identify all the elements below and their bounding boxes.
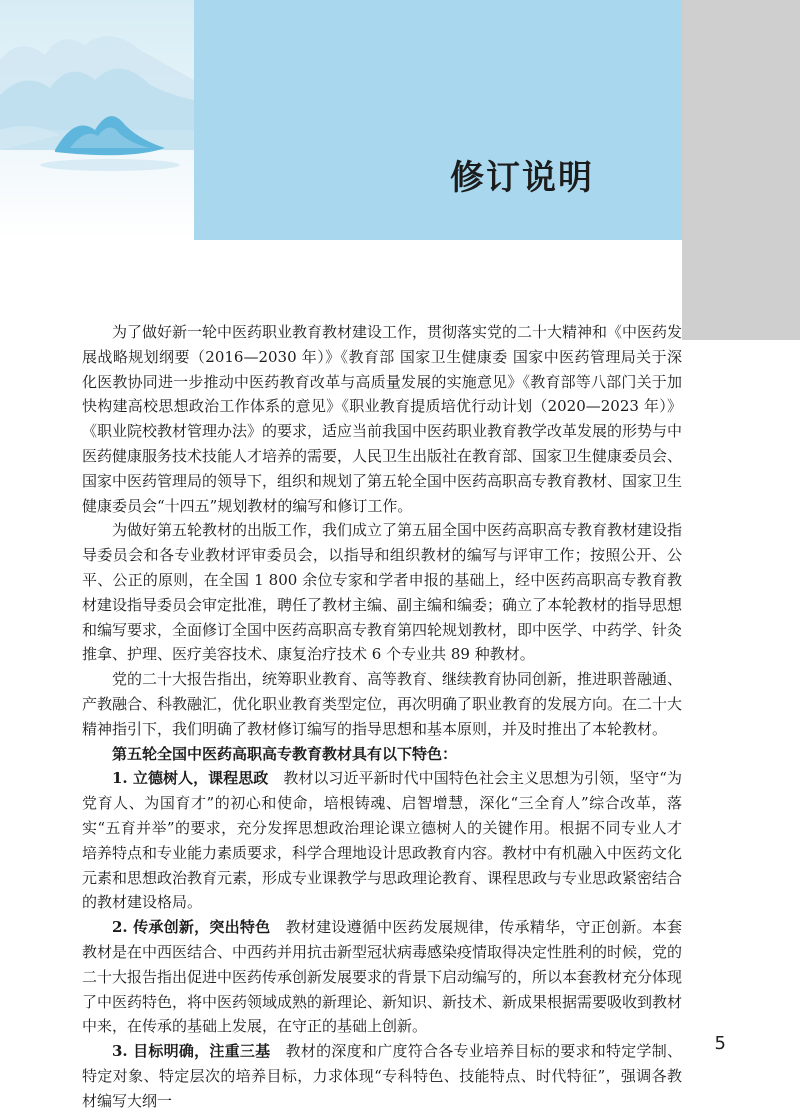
feature-heading: 2. 传承创新，突出特色	[112, 918, 271, 937]
title-banner	[194, 0, 682, 240]
mountain-landscape-icon	[0, 0, 194, 240]
feature-text: 教材以习近平新时代中国特色社会主义思想为引领，坚守“为党育人、为国育才”的初心和使命，培根铸魂、启智增慧，深化“三全育人”综合改革，落实“五育并举”的要求，充分发挥思想政治理论课立德树人的关键作用。根据不同专业人才培养特点和专业能力素质要求，科学合理地设计思政教育内容。教材中有机融入中医药文化元素和思想政治教育元素，形成专业课教学与思政理论教育、课程思政与专业思政紧密结合的教材建设格局。	[82, 769, 683, 912]
feature-item	[82, 766, 682, 915]
body-text	[82, 320, 682, 1114]
page-number: 5	[714, 1033, 726, 1054]
paragraph: 为做好第五轮教材的出版工作，我们成立了第五届全国中医药高职高专教育教材建设指导委员会和各专业教材评审委员会，以指导和组织教材的编写与评审工作；按照公开、公平、公正的原则，在全国 1 800 余位专家和学者申报的基础上，经中医药高职高专教育教材建设指导委员会审定批准，聘任了教材主编、副主编和编委；确立了本轮教材的指导思想和编写要求，全面修订全国中医药高职高专教育第四轮规划教材，即中医学、中药学、针灸推拿、护理、医疗美容技术、康复治疗技术 6 个专业共 89 种教材。	[82, 521, 683, 664]
feature-heading: 3. 目标明确，注重三基	[112, 1042, 271, 1061]
paragraph: 为了做好新一轮中医药职业教育教材建设工作，贯彻落实党的二十大精神和《中医药发展战略规划纲要（2016—2030 年）》《教育部 国家卫生健康委 国家中医药管理局关于深化医教协同进一步推动中医药教育改革与高质量发展的实施意见》《教育部等八部门关于加快构建高校思想政治工作体系的意见》《职业教育提质培优行动计划（2020—2023 年）》《职业院校教材管理办法》的要求，适应当前我国中医药职业教育教学改革发展的形势与中医药健康服务技术技能人才培养的需要，人民卫生出版社在教育部、国家卫生健康委员会、国家中医药管理局的领导下，组织和规划了第五轮全国中医药高职高专教育教材、国家卫生健康委员会“十四五”规划教材的编写和修订工作。	[82, 323, 683, 515]
decorative-gray-block	[682, 0, 800, 340]
features-heading: 第五轮全国中医药高职高专教育教材具有以下特色：	[112, 744, 458, 763]
feature-item	[82, 915, 682, 1039]
paragraph: 党的二十大报告指出，统筹职业教育、高等教育、继续教育协同创新，推进职普融通、产教融合、科教融汇，优化职业教育类型定位，再次明确了职业教育的发展方向。在二十大精神指引下，我们明确了教材修订编写的指导思想和基本原则，并及时推出了本轮教材。	[82, 670, 683, 738]
feature-item	[82, 1039, 682, 1113]
feature-text: 教材建设遵循中医药发展规律，传承精华，守正创新。本套教材是在中西医结合、中西药并用抗击新型冠状病毒感染疫情取得决定性胜利的时候，党的二十大报告指出促进中医药传承创新发展要求的背景下启动编写的，所以本套教材充分体现了中医药特色，将中医药领域成熟的新理论、新知识、新技术、新成果根据需要吸收到教材中来，在传承的基础上发展，在守正的基础上创新。	[82, 918, 683, 1036]
feature-heading: 1. 立德树人，课程思政	[112, 769, 269, 788]
page-title: 修订说明	[450, 158, 594, 198]
feature-text: 教材的深度和广度符合各专业培养目标的要求和特定学制、特定对象、特定层次的培养目标，力求体现“专科特色、技能特点、时代特征”，强调各教材编写大纲一	[82, 1042, 682, 1110]
landscape-illustration	[0, 0, 194, 240]
